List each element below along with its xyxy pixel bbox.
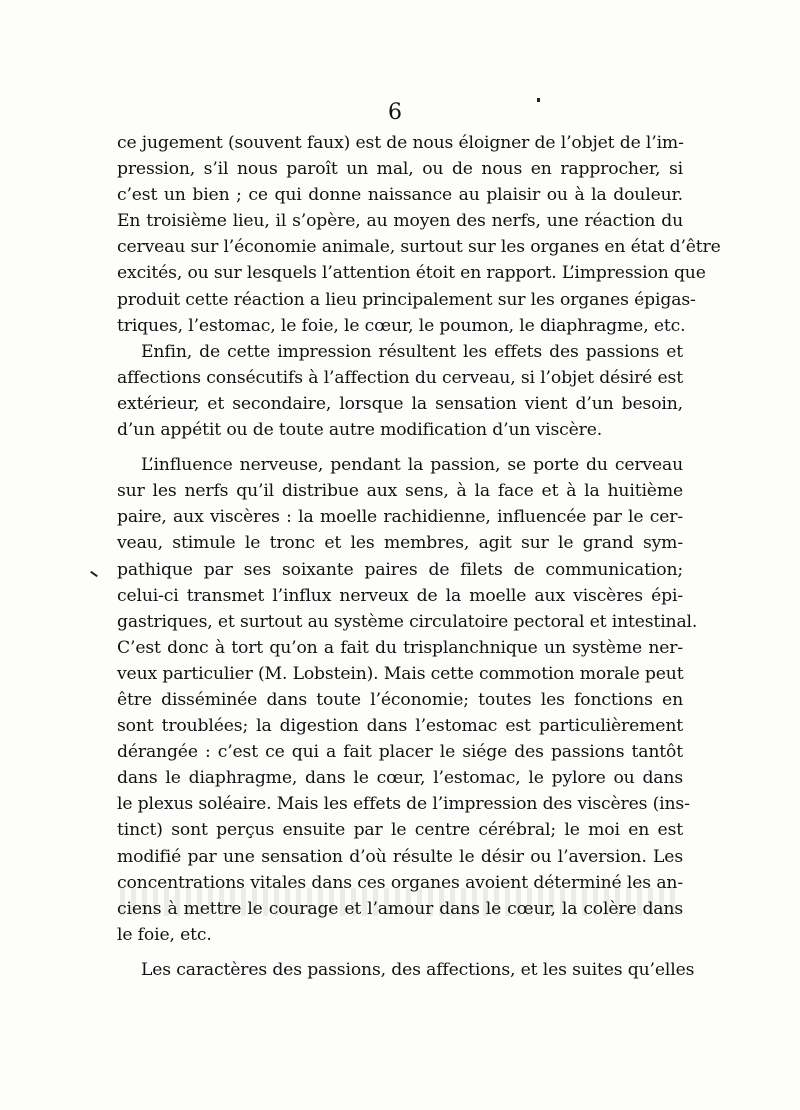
text-line: celui-ci transmet l’influx nerveux de la moelle aux viscères épi- <box>117 585 683 606</box>
text-line: excités, ou sur lesquels l’attention étoit en rapport. L’impression que <box>117 263 706 284</box>
paragraph-start-line: L’influence nerveuse, pendant la passion, se porte du cerveau <box>141 455 683 476</box>
text-line: le foie, etc. <box>117 924 212 945</box>
text-line: En troisième lieu, il s’opère, au moyen des nerfs, une réaction du <box>117 211 683 232</box>
text-line: cerveau sur l’économie animale, surtout sur les organes en état d’être <box>117 237 721 258</box>
text-line: triques, l’estomac, le foie, le cœur, le poumon, le diaphragme, etc. <box>117 315 686 336</box>
paragraph-gap <box>117 948 683 957</box>
paragraph-start-line: Les caractères des passions, des affections, et les suites qu’elles <box>141 959 695 980</box>
body-text <box>117 130 721 983</box>
ink-speck <box>537 98 540 102</box>
text-line: C’est donc à tort qu’on a fait du trisplanchnique un système ner- <box>117 637 683 658</box>
ink-speck <box>90 571 98 577</box>
text-line: c’est un bien ; ce qui donne naissance au plaisir ou à la douleur. <box>117 185 683 206</box>
text-line: sont troublées; la digestion dans l’estomac est particulièrement <box>117 716 683 737</box>
text-line: tinct) sont perçus ensuite par le centre cérébral; le moi en est <box>117 820 683 841</box>
text-line: affections consécutifs à l’affection du cerveau, si l’objet désiré est <box>117 367 683 388</box>
text-line: veau, stimule le tronc et les membres, agit sur le grand sym- <box>117 533 683 554</box>
text-line: concentrations vitales dans ces organes avoient déterminé les an- <box>117 872 683 893</box>
page-number: 6 <box>388 100 402 125</box>
text-line: gastriques, et surtout au système circulatoire pectoral et intestinal. <box>117 611 698 632</box>
text-line: dans le diaphragme, dans le cœur, l’estomac, le pylore ou dans <box>117 768 683 789</box>
text-line: produit cette réaction a lieu principalement sur les organes épigas- <box>117 289 696 310</box>
text-line: d’un appétit ou de toute autre modification d’un viscère. <box>117 420 603 441</box>
text-line: ciens à mettre le courage et l’amour dans le cœur, la colère dans <box>117 898 683 919</box>
text-line: dérangée : c’est ce qui a fait placer le siége des passions tantôt <box>117 742 683 763</box>
text-line: pression, s’il nous paroît un mal, ou de nous en rapprocher, si <box>117 159 683 180</box>
text-line: sur les nerfs qu’il distribue aux sens, à la face et à la huitième <box>117 481 683 502</box>
text-line: veux particulier (M. Lobstein). Mais cette commotion morale peut <box>117 663 684 684</box>
text-line: paire, aux viscères : la moelle rachidienne, influencée par le cer- <box>117 507 683 528</box>
paragraph-gap <box>117 443 683 452</box>
text-line: être disséminée dans toute l’économie; toutes les fonctions en <box>117 689 683 710</box>
text-line: le plexus soléaire. Mais les effets de l’impression des viscères (ins- <box>117 794 690 815</box>
text-line: ce jugement (souvent faux) est de nous éloigner de l’objet de l’im- <box>117 133 684 153</box>
text-line: extérieur, et secondaire, lorsque la sensation vient d’un besoin, <box>117 393 683 414</box>
text-line: pathique par ses soixante paires de filets de communication; <box>117 559 683 580</box>
paragraph-start-line: Enfin, de cette impression résultent les effets des passions et <box>141 341 683 362</box>
text-line: modifié par une sensation d’où résulte le désir ou l’aversion. Les <box>117 846 683 867</box>
